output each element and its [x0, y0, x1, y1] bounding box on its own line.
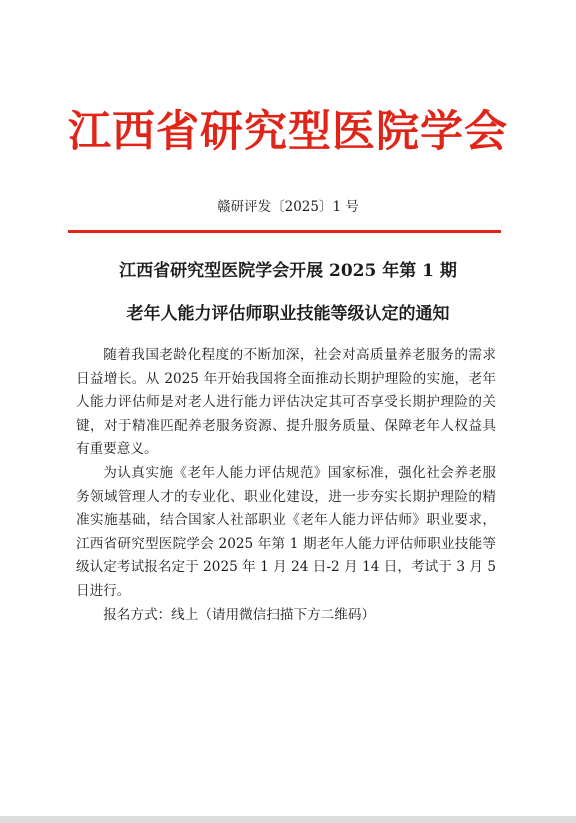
- letterhead-divider: [68, 230, 501, 233]
- notice-body: [76, 344, 496, 627]
- body-paragraph: 随着我国老龄化程度的不断加深，社会对高质量养老服务的需求日益增长。从 2025 年开始我国将全面推动长期护理险的实施，老年人能力评估师是对老人进行能力评估决定其可否享受长期护理险的关键，对于精准匹配养老服务资源、提升服务质量、保障老年人权益具有重要意义。: [76, 347, 496, 458]
- body-paragraph: 报名方式：线上（请用微信扫描下方二维码）: [103, 606, 376, 623]
- notice-title-line-1: 江西省研究型医院学会开展 2025 年第 1 期: [119, 261, 457, 281]
- document-number: 赣研评发〔2025〕1 号: [217, 199, 359, 215]
- page-bottom-edge: [0, 816, 576, 823]
- notice-title-line-2: 老年人能力评估师职业技能等级认定的通知: [126, 304, 450, 324]
- letterhead-title: 江西省研究型医院学会: [68, 107, 508, 157]
- body-paragraph: 为认真实施《老年人能力评估规范》国家标准，强化社会养老服务领域管理人才的专业化、职业化建设，进一步夯实长期护理险的精准实施基础，结合国家人社部职业《老年人能力评估师》职业要求，江西省研究型医院学会 2025 年第 1 期老年人能力评估师职业技能等级认定考试报名定于 2025 年 1 月 24 日-2 月 14 日，考试于 3 月 5 日进行。: [76, 464, 496, 599]
